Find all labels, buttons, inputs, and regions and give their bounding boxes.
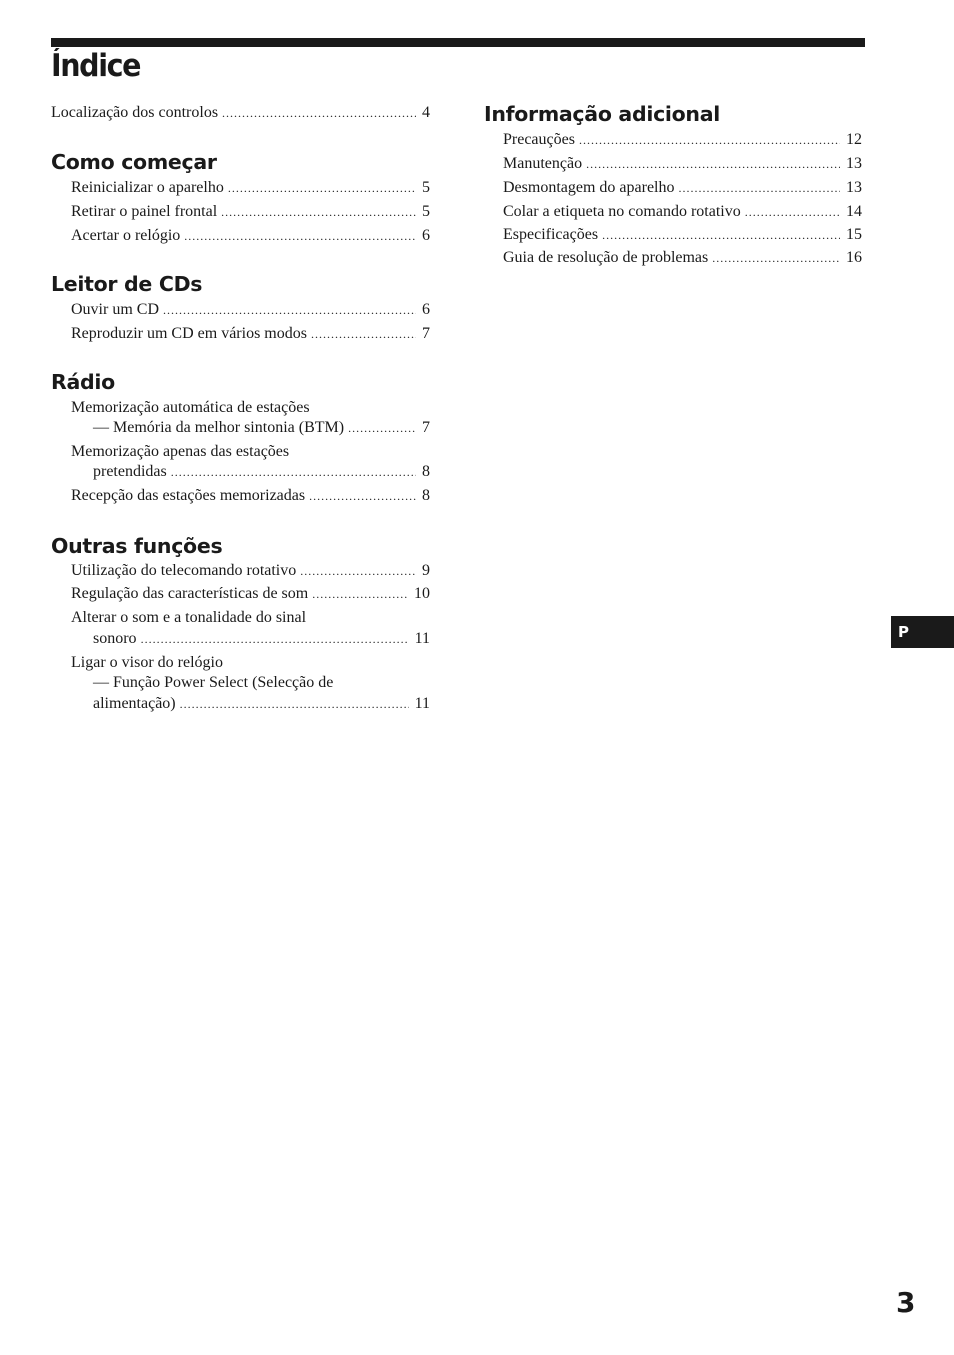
toc-entry-label: Ouvir um CD: [71, 301, 159, 318]
toc-entry-page: 13: [846, 155, 862, 172]
toc-entry-page: 4: [422, 104, 430, 121]
section-heading-informacao-adicional: Informação adicional: [484, 102, 720, 126]
section-heading-leitor-de-cds: Leitor de CDs: [51, 272, 203, 296]
toc-entry-page: 11: [414, 695, 430, 712]
leader-dots: [602, 225, 840, 245]
toc-entry-label: Reinicializar o aparelho: [71, 179, 224, 196]
toc-entry-label: Retirar o painel frontal: [71, 203, 218, 220]
leader-dots: [222, 103, 416, 123]
toc-entry-page: 16: [846, 249, 862, 266]
toc-entry-label: alimentação): [93, 695, 176, 712]
toc-entry-page: 6: [422, 227, 430, 244]
toc-entry-label: Colar a etiqueta no comando rotativo: [503, 203, 741, 220]
toc-entry-page: 8: [422, 487, 430, 504]
toc-entry-label: Reproduzir um CD em vários modos: [71, 325, 307, 342]
toc-entry-label: Regulação das características de som: [71, 585, 309, 602]
toc-entry-page: 7: [422, 419, 430, 436]
leader-dots: [141, 629, 409, 649]
toc-entry[interactable]: [93, 462, 430, 482]
toc-entry-page: 5: [422, 203, 430, 220]
toc-entry[interactable]: [93, 694, 430, 714]
leader-dots: [309, 486, 416, 506]
leader-dots: [579, 130, 840, 150]
toc-entry[interactable]: [71, 584, 430, 604]
toc-entry[interactable]: [503, 202, 862, 222]
section-heading-outras-funcoes: Outras funções: [51, 534, 223, 558]
toc-entry-label: Acertar o relógio: [71, 227, 181, 244]
toc-entry[interactable]: [71, 300, 430, 320]
toc-entry-label: Manutenção: [503, 155, 583, 172]
leader-dots: [300, 561, 416, 581]
toc-entry-first-line[interactable]: Memorização automática de estações: [71, 399, 310, 416]
toc-entry[interactable]: [71, 178, 430, 198]
toc-entry-page: 8: [422, 463, 430, 480]
toc-entry-page: 11: [414, 630, 430, 647]
toc-entry[interactable]: [71, 324, 430, 344]
toc-entry-label: sonoro: [93, 630, 137, 647]
toc-entry-label: Precauções: [503, 131, 575, 148]
toc-entry-page: 6: [422, 301, 430, 318]
toc-entry-page: 14: [846, 203, 862, 220]
page-number: 3: [896, 1286, 916, 1319]
toc-entry[interactable]: [503, 225, 862, 245]
toc-entry[interactable]: [93, 629, 430, 649]
toc-entry-label: — Memória da melhor sintonia (BTM): [93, 419, 345, 436]
leader-dots: [180, 694, 409, 714]
toc-entry[interactable]: [71, 226, 430, 246]
toc-entry[interactable]: [71, 202, 430, 222]
toc-entry[interactable]: [71, 486, 430, 506]
leader-dots: [311, 324, 416, 344]
toc-entry-first-line[interactable]: Memorização apenas das estações: [71, 443, 290, 460]
toc-entry-label: Utilização do telecomando rotativo: [71, 562, 297, 579]
leader-dots: [712, 248, 840, 268]
toc-entry[interactable]: [503, 154, 862, 174]
section-heading-como-comecar: Como começar: [51, 150, 217, 174]
leader-dots: [221, 202, 416, 222]
toc-entry[interactable]: [93, 418, 430, 438]
toc-entry[interactable]: [503, 130, 862, 150]
toc-entry-label: Guia de resolução de problemas: [503, 249, 709, 266]
leader-dots: [163, 300, 416, 320]
toc-entry-label: Recepção das estações memorizadas: [71, 487, 306, 504]
page-title: Índice: [51, 48, 141, 84]
toc-entry-first-line[interactable]: Alterar o som e a tonalidade do sinal: [71, 609, 307, 626]
leader-dots: [679, 178, 841, 198]
toc-entry-page: 15: [846, 226, 862, 243]
leader-dots: [228, 178, 416, 198]
leader-dots: [348, 418, 416, 438]
toc-entry-first-line[interactable]: Ligar o visor do relógio: [71, 654, 223, 671]
toc-entry-label: pretendidas: [93, 463, 167, 480]
toc-entry[interactable]: [503, 178, 862, 198]
leader-dots: [586, 154, 840, 174]
toc-entry-page: 9: [422, 562, 430, 579]
toc-entry[interactable]: [503, 248, 862, 268]
toc-entry-label: Localização dos controlos: [51, 104, 219, 121]
leader-dots: [745, 202, 840, 222]
toc-entry-page: 5: [422, 179, 430, 196]
toc-entry[interactable]: [51, 103, 430, 123]
toc-entry-label: Especificações: [503, 226, 599, 243]
toc-entry-page: 10: [414, 585, 430, 602]
toc-entry-page: 13: [846, 179, 862, 196]
toc-entry-label: Desmontagem do aparelho: [503, 179, 675, 196]
toc-entry-second-line[interactable]: — Função Power Select (Selecção de: [93, 674, 334, 691]
section-heading-radio: Rádio: [51, 370, 115, 394]
leader-dots: [171, 462, 416, 482]
top-rule: [51, 38, 865, 47]
leader-dots: [184, 226, 416, 246]
toc-entry-page: 7: [422, 325, 430, 342]
language-tab: P: [891, 616, 954, 648]
leader-dots: [312, 584, 408, 604]
toc-entry[interactable]: [71, 561, 430, 581]
toc-entry-page: 12: [846, 131, 862, 148]
